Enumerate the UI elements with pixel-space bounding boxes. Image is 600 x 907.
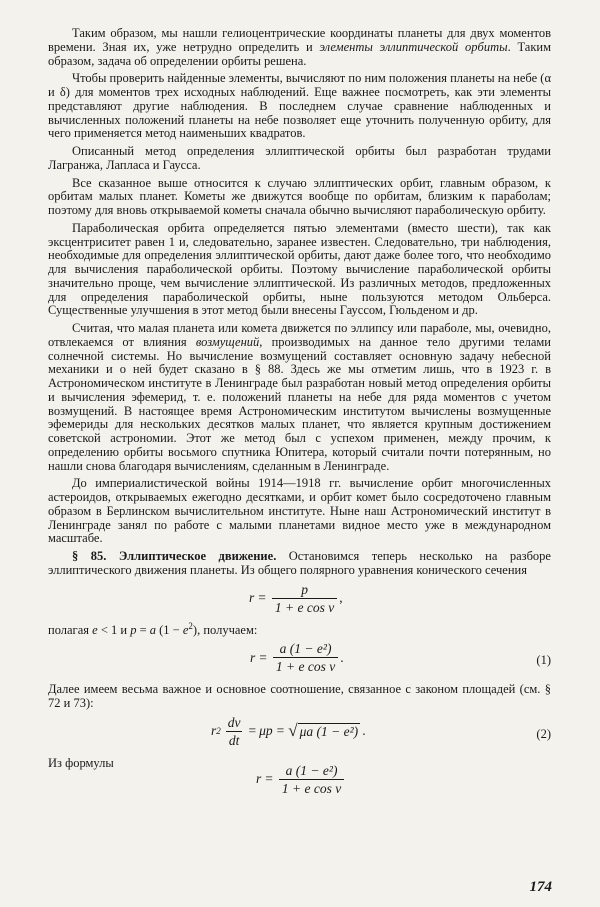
- square-root: [288, 723, 360, 739]
- fraction-denominator: 1 + e cos v: [279, 779, 344, 796]
- formula-ellipse-equation: [48, 641, 551, 681]
- formula-lhs: r: [250, 649, 256, 665]
- fraction-numerator: a (1 − e²): [279, 641, 332, 657]
- radical-sign: √: [288, 721, 298, 741]
- fraction-numerator: dv: [227, 714, 241, 730]
- paragraph-2: Чтобы проверить найденные элементы, вычисляют по ним положения планеты на небе (α и δ) для моментов трех исходных наблюдений. Еще важнее посмотреть, как эти элементы представляют другие наблюдения. В последнем случае сравнение наблюденных и вычисленных положений планеты на небе позволяет еще уточнить полученную орбиту, для чего применяется метод наименьших квадратов.: [48, 71, 551, 141]
- paragraph-6: [48, 322, 551, 473]
- text-run: Считая, что малая планета или комета движется по эллипсу или параболе, мы, очевидно, отвлекаемся от влияния: [48, 321, 551, 349]
- formula-punctuation: .: [340, 649, 344, 665]
- text-run: полагая: [48, 622, 93, 637]
- formula-punctuation: ,: [339, 590, 343, 605]
- formula-equals: =: [258, 590, 266, 605]
- math-var-p: p: [130, 622, 137, 637]
- paragraph-7: До империалистической войны 1914—1918 гг. вычисление орбит многочисленных астероидов, открываемых ежегодно десятками, и орбит комет было сосредоточено главным образом в Берлинском вычислительном институте. Ныне наш Астрономический институт в Ленинграде занял по работе с малыми планетами видное место уже в международном масштабе.: [48, 476, 551, 546]
- formula-equals: =: [276, 723, 285, 739]
- formula-fraction: [279, 763, 344, 796]
- emphasis-perturbations: возмущений: [195, 334, 260, 349]
- paragraph-11: Из формулы: [48, 755, 114, 770]
- paragraph-4: Все сказанное выше относится к случаю эллиптических орбит, главным образом, к орбитам малых планет. Кометы же движутся вообще по орбитам, близким к параболам; поэтому для вновь открываемой кометы сначала обычно вычисляют параболическую орбиту.: [48, 175, 551, 217]
- formula-lhs: r: [211, 723, 217, 739]
- formula-equals: =: [265, 771, 273, 786]
- page-body: [48, 27, 551, 805]
- fraction-denominator: dt: [226, 731, 243, 748]
- formula-fraction: [273, 641, 338, 674]
- formula-punctuation: .: [362, 723, 366, 739]
- formula-area-law: r 2 $\frac{dv}{dt}$ = μp = √ μa (1 − e²) . (2): [211, 714, 551, 748]
- formula-equals: =: [259, 649, 267, 665]
- equation-number-1: (1): [536, 653, 551, 668]
- formula-derivative: [225, 715, 244, 748]
- formula-term: μp: [259, 723, 273, 739]
- text-run: , производимых на данное тело другими телами солнечной системы. Но вычисление возмущений составляет основную задачу небесной механики и о ней будет сказано в § 88. Здесь же мы отметим лишь, что в 1923 г. в Астрономическом институте в Ленинграде был разработан новый метод определения орбиты и вычисления эфемерид, т. е. положений планеты на небе для ряда моментов с учетом возмущений. В настоящее время Астрономическим институтом вычислены возмущенные эфемериды для нескольких десятков малых планет, что является крупным достижением советской астрономии. Этот же метод был с успехом применен, между прочим, к определению орбиты восьмого спутника Юпитера, который считали почти потерянным, но нашли снова благодаря вычислениям, сделанным в Ленинграде.: [48, 334, 551, 473]
- text-run: Остановимся теперь несколько на разборе эллиптического движения планеты. Из общего полярного уравнения конического сечения: [48, 549, 551, 577]
- math-var-e: e: [182, 622, 189, 637]
- fraction-numerator: p: [301, 581, 308, 597]
- paragraph-10: Далее имеем весьма важное и основное соотношение, связанное с законом площадей (см. § 72 и 73):: [48, 682, 551, 710]
- page-number: 174: [529, 879, 552, 895]
- text-run: (1 −: [156, 622, 183, 637]
- paragraph-3: Описанный метод определения эллиптической орбиты был разработан трудами Лагранжа, Лапласа и Гаусса.: [48, 144, 551, 172]
- paragraph-5: Параболическая орбита определяется пятью элементами (вместо шести), так как эксцентриситет равен 1 и, следовательно, заранее известен. Следовательно, три наблюдения, необходимые для определения эллиптической орбиты, дают даже более того, что необходимо для вычисления параболической орбиты. Поэтому вычисление параболической орбиты значительно проще, чем вычисление эллиптической. Из различных методов, предложенных для определения параболической орбиты, ныне пользуются методом Ольберса. Существенные улучшения в этот метод были внесены Гауссом, Гюльденом и др.: [48, 220, 551, 318]
- fraction-denominator: 1 + e cos v: [273, 657, 338, 674]
- text-run: ), получаем:: [192, 622, 258, 637]
- text-run: =: [136, 622, 150, 637]
- formula-lhs: r: [256, 771, 262, 786]
- math-exponent: 2: [188, 620, 193, 631]
- formula-ellipse-repeat: [48, 763, 551, 803]
- fraction-denominator: 1 + e cos v: [272, 598, 337, 615]
- text-run: < 1 и: [97, 622, 131, 637]
- emphasis-elliptic-elements: элементы эллиптической орбиты: [319, 39, 508, 54]
- text-run: Таким образом, мы нашли гелиоцентрические координаты планеты для двух моментов времени. Зная их, уже нетрудно определить и: [48, 26, 551, 54]
- formula-lhs: r: [249, 590, 255, 605]
- radicand: μa (1 − e²): [299, 724, 359, 740]
- equation-number-2: (2): [536, 726, 551, 741]
- formula-conic-section: [48, 582, 551, 622]
- formula-fraction: [272, 582, 337, 615]
- math-var-e: e: [92, 622, 98, 637]
- formula-equals: =: [248, 723, 257, 739]
- text-run: . Таким образом, задача об определении орбиты решена.: [48, 39, 552, 68]
- fraction-numerator: a (1 − e²): [285, 762, 338, 778]
- paragraph-1: [48, 27, 551, 68]
- section-heading-85: § 85. Эллиптическое движение.: [72, 549, 277, 563]
- paragraph-8: [48, 550, 551, 578]
- math-var-a: a: [149, 622, 156, 637]
- paragraph-9: [48, 620, 551, 638]
